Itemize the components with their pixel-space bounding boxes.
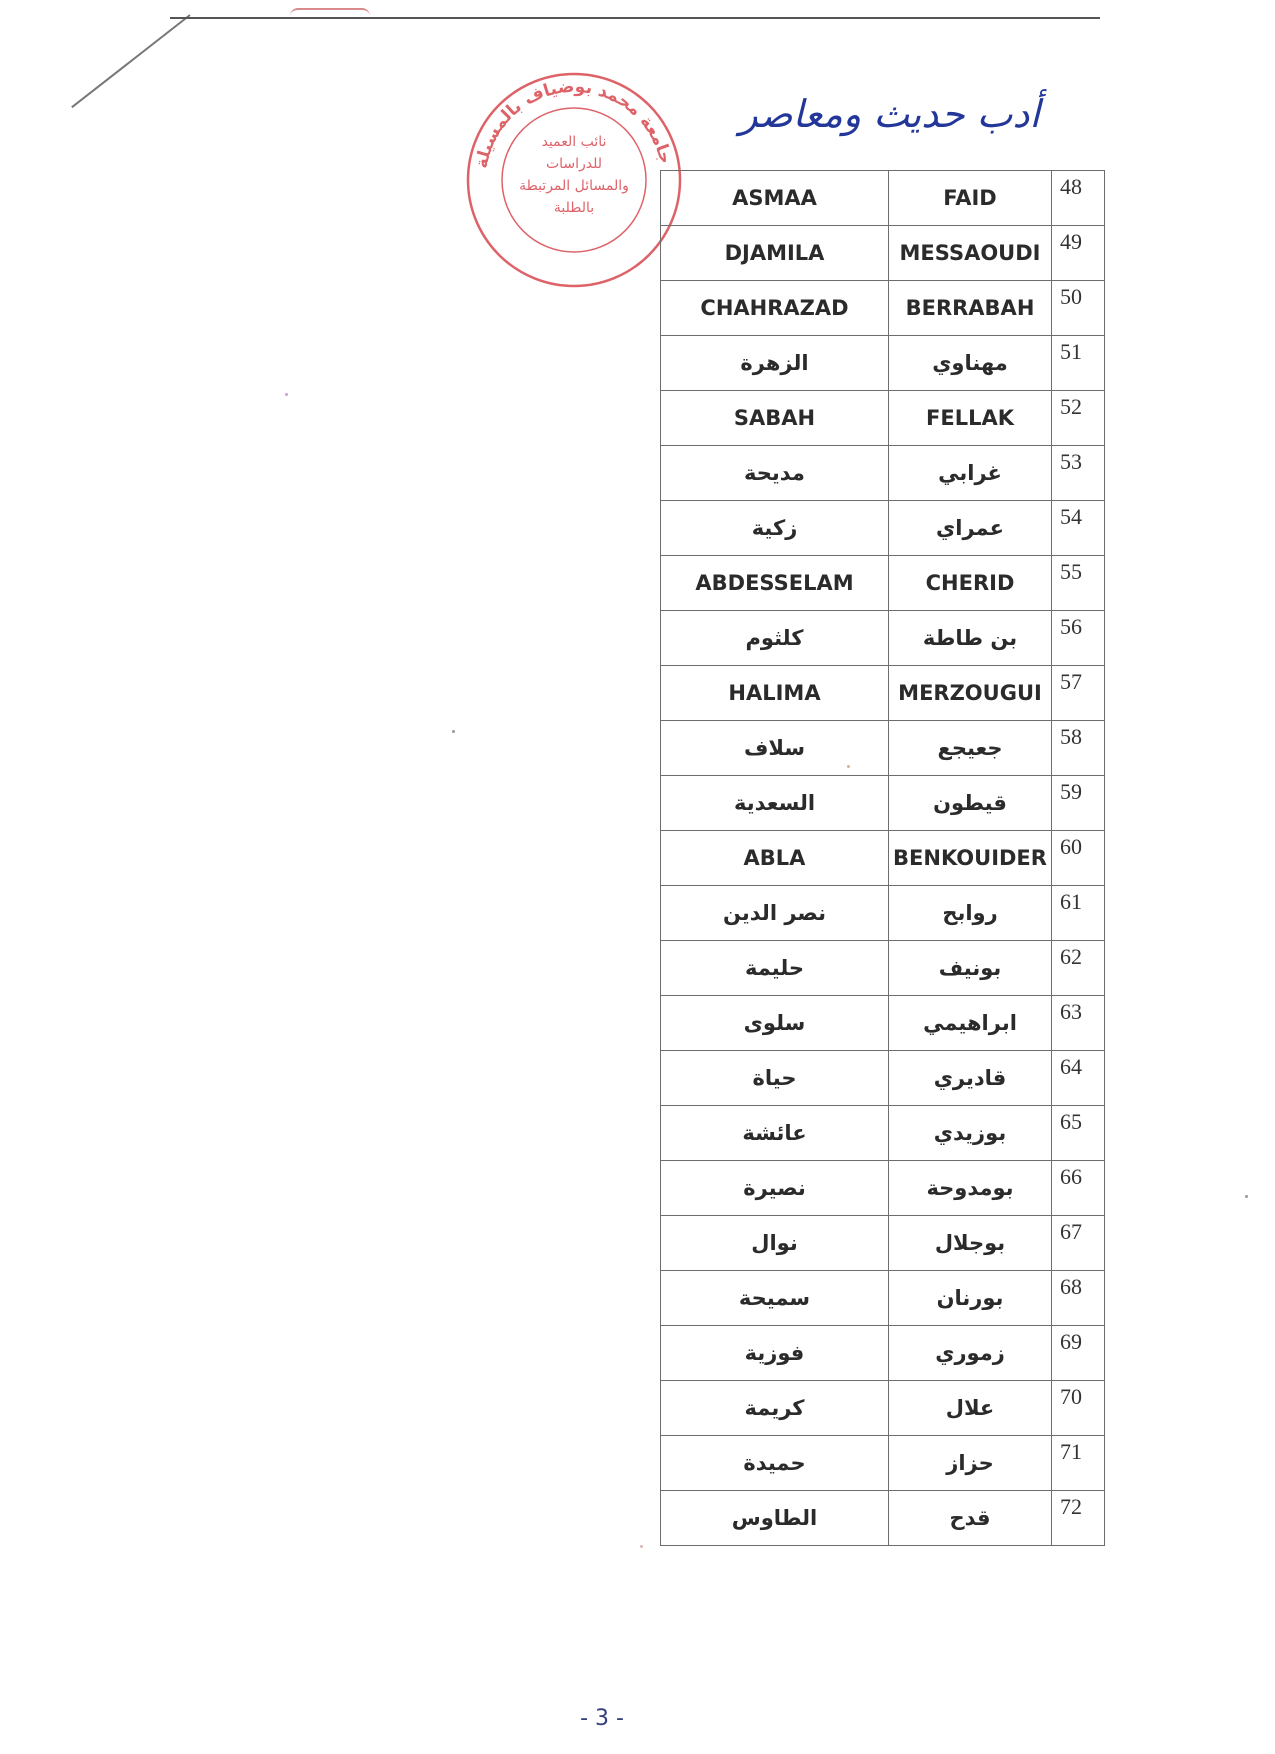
table-row	[661, 1271, 1105, 1326]
row-number: 65	[1060, 1109, 1082, 1134]
first-name-cell: الطاوس	[661, 1491, 889, 1546]
scan-speck	[640, 1545, 643, 1548]
stamp-inner-line: للدراسات	[545, 156, 603, 172]
last-name-cell: CHERID	[889, 556, 1052, 611]
first-name-cell: كريمة	[661, 1381, 889, 1436]
row-number-cell	[1052, 941, 1105, 996]
top-rule	[170, 17, 1100, 19]
table-row	[661, 611, 1105, 666]
first-name-cell: ABLA	[661, 831, 889, 886]
table-row	[661, 226, 1105, 281]
student-names-table	[660, 170, 1105, 1546]
last-name-cell: بومدوحة	[889, 1161, 1052, 1216]
row-number-cell	[1052, 1051, 1105, 1106]
row-number-cell	[1052, 501, 1105, 556]
table-row	[661, 1381, 1105, 1436]
table-row	[661, 776, 1105, 831]
row-number: 66	[1060, 1164, 1082, 1189]
table-row	[661, 886, 1105, 941]
last-name-cell: بوجلال	[889, 1216, 1052, 1271]
row-number-cell	[1052, 391, 1105, 446]
table-row	[661, 996, 1105, 1051]
handwritten-course-title: أدب حديث ومعاصر	[739, 92, 1040, 136]
last-name-cell: حزاز	[889, 1436, 1052, 1491]
first-name-cell: نصر الدين	[661, 886, 889, 941]
last-name-cell: بن طاطة	[889, 611, 1052, 666]
row-number-cell	[1052, 611, 1105, 666]
row-number-cell	[1052, 1106, 1105, 1161]
first-name-cell: HALIMA	[661, 666, 889, 721]
row-number-cell	[1052, 1381, 1105, 1436]
scan-edge-line	[71, 14, 190, 108]
row-number: 58	[1060, 724, 1082, 749]
row-number-cell	[1052, 556, 1105, 611]
last-name-cell: غرابي	[889, 446, 1052, 501]
last-name-cell: BENKOUIDER	[889, 831, 1052, 886]
first-name-cell: SABAH	[661, 391, 889, 446]
table-row	[661, 281, 1105, 336]
last-name-cell: MESSAOUDI	[889, 226, 1052, 281]
first-name-cell: DJAMILA	[661, 226, 889, 281]
table-row	[661, 446, 1105, 501]
first-name-cell: سلوى	[661, 996, 889, 1051]
row-number-cell	[1052, 831, 1105, 886]
row-number: 64	[1060, 1054, 1082, 1079]
table-row	[661, 556, 1105, 611]
row-number: 68	[1060, 1274, 1082, 1299]
last-name-cell: قاديري	[889, 1051, 1052, 1106]
row-number: 57	[1060, 669, 1082, 694]
table-row	[661, 1216, 1105, 1271]
scan-speck	[1245, 1195, 1248, 1198]
row-number: 53	[1060, 449, 1082, 474]
first-name-cell: سلاف	[661, 721, 889, 776]
row-number-cell	[1052, 721, 1105, 776]
table-row	[661, 1491, 1105, 1546]
last-name-cell: بونيف	[889, 941, 1052, 996]
first-name-cell: كلثوم	[661, 611, 889, 666]
first-name-cell: عائشة	[661, 1106, 889, 1161]
first-name-cell: السعدية	[661, 776, 889, 831]
first-name-cell: فوزية	[661, 1326, 889, 1381]
last-name-cell: علال	[889, 1381, 1052, 1436]
first-name-cell: سميحة	[661, 1271, 889, 1326]
first-name-cell: زكية	[661, 501, 889, 556]
last-name-cell: BERRABAH	[889, 281, 1052, 336]
table-row	[661, 1161, 1105, 1216]
row-number-cell	[1052, 1326, 1105, 1381]
row-number: 71	[1060, 1439, 1082, 1464]
table-row	[661, 336, 1105, 391]
last-name-cell: MERZOUGUI	[889, 666, 1052, 721]
row-number: 56	[1060, 614, 1082, 639]
last-name-cell: زموري	[889, 1326, 1052, 1381]
stamp-inner-line: بالطلبة	[553, 200, 595, 216]
table-row	[661, 941, 1105, 996]
row-number: 62	[1060, 944, 1082, 969]
row-number-cell	[1052, 281, 1105, 336]
first-name-cell: حياة	[661, 1051, 889, 1106]
row-number: 55	[1060, 559, 1082, 584]
table-row	[661, 171, 1105, 226]
first-name-cell: حليمة	[661, 941, 889, 996]
row-number: 48	[1060, 174, 1082, 199]
table-row	[661, 1326, 1105, 1381]
first-name-cell: حميدة	[661, 1436, 889, 1491]
row-number: 70	[1060, 1384, 1082, 1409]
row-number-cell	[1052, 996, 1105, 1051]
last-name-cell: بوزيدي	[889, 1106, 1052, 1161]
table-row	[661, 721, 1105, 776]
last-name-cell: مهناوي	[889, 336, 1052, 391]
first-name-cell: CHAHRAZAD	[661, 281, 889, 336]
row-number: 59	[1060, 779, 1082, 804]
last-name-cell: FAID	[889, 171, 1052, 226]
row-number-cell	[1052, 886, 1105, 941]
first-name-cell: نصيرة	[661, 1161, 889, 1216]
row-number: 69	[1060, 1329, 1082, 1354]
row-number-cell	[1052, 336, 1105, 391]
last-name-cell: FELLAK	[889, 391, 1052, 446]
row-number: 49	[1060, 229, 1082, 254]
row-number-cell	[1052, 1161, 1105, 1216]
row-number-cell	[1052, 666, 1105, 721]
first-name-cell: ASMAA	[661, 171, 889, 226]
first-name-cell: نوال	[661, 1216, 889, 1271]
last-name-cell: ابراهيمي	[889, 996, 1052, 1051]
row-number-cell	[1052, 1491, 1105, 1546]
row-number: 63	[1060, 999, 1082, 1024]
row-number: 67	[1060, 1219, 1082, 1244]
last-name-cell: قدح	[889, 1491, 1052, 1546]
scan-speck	[285, 393, 288, 396]
table-row	[661, 391, 1105, 446]
row-number: 60	[1060, 834, 1082, 859]
table-row	[661, 831, 1105, 886]
row-number: 51	[1060, 339, 1082, 364]
table-row	[661, 1436, 1105, 1491]
row-number-cell	[1052, 776, 1105, 831]
last-name-cell: بورنان	[889, 1271, 1052, 1326]
last-name-cell: عمراي	[889, 501, 1052, 556]
row-number: 72	[1060, 1494, 1082, 1519]
scan-speck	[847, 765, 850, 768]
table-row	[661, 1051, 1105, 1106]
last-name-cell: قيطون	[889, 776, 1052, 831]
row-number-cell	[1052, 1436, 1105, 1491]
first-name-cell: الزهرة	[661, 336, 889, 391]
stamp-inner-line: والمسائل المرتبطة	[519, 178, 629, 194]
row-number: 52	[1060, 394, 1082, 419]
red-ink-mark	[290, 8, 370, 16]
first-name-cell: مديحة	[661, 446, 889, 501]
first-name-cell: ABDESSELAM	[661, 556, 889, 611]
table-row	[661, 1106, 1105, 1161]
row-number-cell	[1052, 446, 1105, 501]
last-name-cell: جعيجع	[889, 721, 1052, 776]
row-number-cell	[1052, 1216, 1105, 1271]
row-number: 50	[1060, 284, 1082, 309]
table-row	[661, 666, 1105, 721]
stamp-ring-text: جامعة محمد بوضياف بالمسيلة	[471, 76, 676, 170]
scan-speck	[452, 730, 455, 733]
table-body	[661, 171, 1105, 1546]
row-number: 54	[1060, 504, 1082, 529]
table-row	[661, 501, 1105, 556]
page-number: - 3 -	[580, 1706, 624, 1731]
row-number-cell	[1052, 1271, 1105, 1326]
row-number-cell	[1052, 171, 1105, 226]
row-number: 61	[1060, 889, 1082, 914]
stamp-inner-line: نائب العميد	[541, 134, 607, 150]
last-name-cell: روابح	[889, 886, 1052, 941]
row-number-cell	[1052, 226, 1105, 281]
